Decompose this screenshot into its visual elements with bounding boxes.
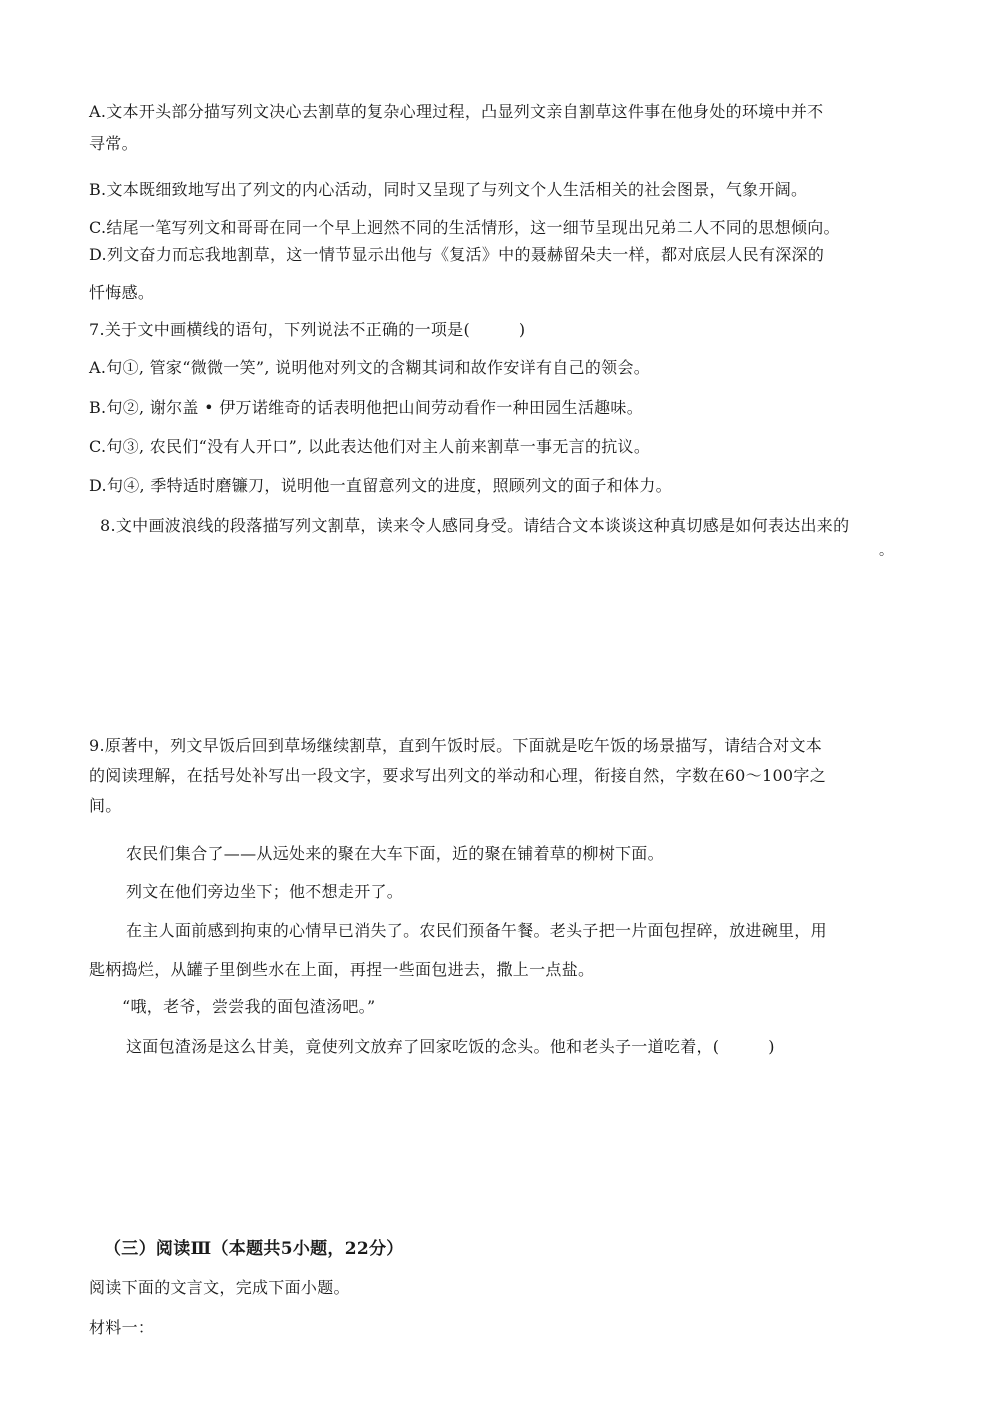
option-7a: A.句①, 管家“微微一笑”, 说明他对列文的含糊其词和故作安详有自己的领会。 [89,358,651,377]
material-1-label: 材料一： [89,1318,155,1337]
passage-paragraph-1: 农民们集合了——从远处来的聚在大车下面，近的聚在铺着草的柳树下面。 [126,844,664,863]
section-3-heading: （三）阅读Ⅲ（本题共5小题，22分） [104,1239,404,1259]
option-6b: B.文本既细致地写出了列文的内心活动，同时又呈现了与列文个人生活相关的社会图景，气象开阔。 [89,180,808,199]
passage-paragraph-5: 这面包渣汤是这么甘美，竟使列文放弃了回家吃饭的念头。他和老头子一道吃着，( ) [126,1037,775,1056]
passage-paragraph-2: 列文在他们旁边坐下；他不想走开了。 [126,882,404,901]
option-6a-line2: 寻常。 [89,134,138,153]
option-6d-line1: D.列文奋力而忘我地割草，这一情节显示出他与《复活》中的聂赫留朵夫一样，都对底层人民有深深的 [89,245,825,264]
question-8-end-mark: 。 [879,543,893,559]
option-6d-line2: 忏悔感。 [89,283,155,302]
option-6c: C.结尾一笔写列文和哥哥在同一个早上迥然不同的生活情形，这一细节呈现出兄弟二人不同的思想倾向。 [89,218,840,237]
option-6a-line1: A.文本开头部分描写列文决心去割草的复杂心理过程，凸显列文亲自割草这件事在他身处的环境中并不 [89,102,824,121]
passage-paragraph-4: “哦，老爷，尝尝我的面包渣汤吧。” [122,997,376,1016]
option-7b: B.句②, 谢尔盖 • 伊万诺维奇的话表明他把山间劳动看作一种田园生活趣味。 [89,398,644,417]
question-8-stem: 8.文中画波浪线的段落描写列文割草，读来令人感同身受。请结合文本谈谈这种真切感是如何表达出来的 [100,516,850,535]
question-9-stem-line1: 9.原著中，列文早饭后回到草场继续割草，直到午饭时辰。下面就是吃午饭的场景描写，请结合对文本 [89,736,823,755]
question-9-stem-line2: 的阅读理解，在括号处补写出一段文字，要求写出列文的举动和心理，衔接自然，字数在60～100字之 [89,766,826,785]
question-7-stem: 7.关于文中画横线的语句，下列说法不正确的一项是( ) [89,320,526,339]
passage-paragraph-3-line2: 匙柄捣烂，从罐子里倒些水在上面，再捏一些面包进去，撒上一点盐。 [89,960,595,979]
section-3-instruction: 阅读下面的文言文，完成下面小题。 [89,1278,350,1297]
passage-paragraph-3-line1: 在主人面前感到拘束的心情早已消失了。农民们预备午餐。老头子把一片面包捏碎，放进碗里，用 [126,921,827,940]
option-7d: D.句④, 季特适时磨镰刀，说明他一直留意列文的进度，照顾列文的面子和体力。 [89,476,672,495]
option-7c: C.句③, 农民们“没有人开口”, 以此表达他们对主人前来割草一事无言的抗议。 [89,437,651,456]
question-9-stem-line3: 间。 [89,796,122,815]
